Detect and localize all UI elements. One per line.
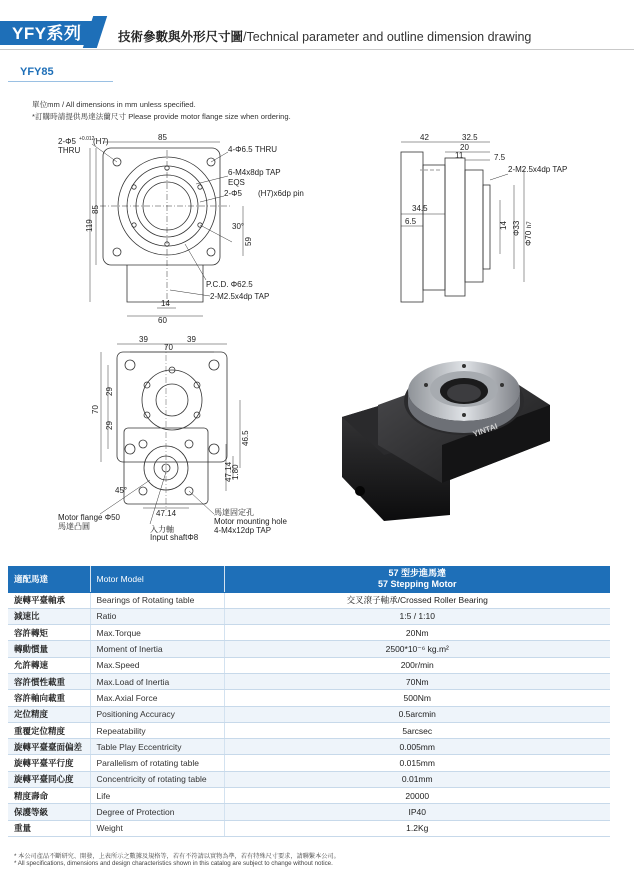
row-label-en: Moment of Inertia: [90, 641, 224, 657]
label: +0.012: [79, 136, 95, 142]
header-motor-en: 57 Stepping Motor: [378, 578, 457, 589]
label: 6-M4x8dp TAP: [228, 168, 281, 177]
leader-line: [189, 491, 214, 514]
row-label-en: Repeatability: [90, 722, 224, 738]
row-value: 0.5arcmin: [224, 706, 610, 722]
side-table-body: [445, 158, 465, 296]
label: 20: [460, 143, 469, 152]
table-row: [8, 788, 610, 804]
row-label-cn: 允許轉速: [8, 657, 90, 673]
label: 119: [85, 219, 94, 232]
header-cell: 適配馬達: [8, 566, 90, 592]
label: Φ70: [524, 230, 533, 246]
leader-line: [196, 176, 228, 184]
leader-line: [490, 174, 508, 180]
bottom-body-inner: [156, 384, 188, 416]
label: 39: [187, 335, 196, 344]
table-row: [8, 673, 610, 689]
model-underline: [8, 81, 113, 82]
bottom-motor-hole: [139, 487, 147, 495]
row-label-cn: 精度壽命: [8, 788, 90, 804]
row-label-en: Concentricity of rotating table: [90, 771, 224, 787]
label: 47.14: [224, 461, 233, 482]
front-hole-br: [207, 248, 215, 256]
row-label-en: Max.Speed: [90, 657, 224, 673]
label: EQS: [228, 178, 245, 187]
row-label-cn: 旋轉平臺同心度: [8, 771, 90, 787]
side-shaft: [483, 185, 490, 269]
label: 2-Φ5: [58, 137, 76, 146]
side-motor-body: [401, 152, 423, 302]
page-header: [0, 0, 634, 50]
table-row: [8, 722, 610, 738]
row-label-en: Life: [90, 788, 224, 804]
front-motor-outline: [127, 265, 203, 302]
row-label-cn: 容許轉矩: [8, 625, 90, 641]
label: 6.5: [405, 217, 417, 226]
label: (H7): [93, 137, 109, 146]
label: 2-M2.5x4dp TAP: [210, 292, 270, 301]
table-row: [8, 625, 610, 641]
label: 42: [420, 133, 429, 142]
product-screw: [462, 364, 466, 368]
series-tag: YFY系列: [12, 24, 82, 43]
label: Motor mounting hole: [214, 517, 287, 526]
bottom-body-circle: [142, 370, 202, 430]
row-label-cn: 容許慣性載重: [8, 673, 90, 689]
label: 馬達凸圓: [58, 522, 90, 531]
product-screw: [424, 383, 428, 387]
label: 1.80: [231, 464, 240, 480]
row-label-en: Degree of Protection: [90, 804, 224, 820]
row-value: 1:5 / 1:10: [224, 608, 610, 624]
bottom-hole: [209, 444, 219, 454]
leader-line: [185, 244, 206, 280]
row-label-cn: 保護等級: [8, 804, 90, 820]
label: 60: [158, 316, 167, 325]
table-row: [8, 755, 610, 771]
note-flange: *訂購時請提供馬達法蘭尺寸 Please provide motor flange size when ordering.: [32, 112, 291, 121]
table-row: [8, 608, 610, 624]
label: 4-Φ6.5 THRU: [228, 145, 278, 154]
footnote-cn: * 本公司產品不斷研究、開發，上表所示之數據及規格等，若有不符請以實物為準，若有特殊尺寸要求，請聯繫本公司。: [14, 853, 340, 860]
bottom-hole: [125, 360, 135, 370]
label: Φ33: [512, 220, 521, 236]
page-title-en: /Technical parameter and outline dimension drawing: [243, 30, 532, 44]
row-value: IP40: [224, 804, 610, 820]
bottom-motor-hole: [139, 440, 147, 448]
product-bore-inner: [447, 384, 481, 402]
side-gear-body: [423, 165, 445, 290]
row-label-en: Positioning Accuracy: [90, 706, 224, 722]
product-screw: [500, 383, 504, 387]
row-label-en: Max.Load of Inertia: [90, 673, 224, 689]
label: Input shaftΦ8: [150, 533, 199, 542]
row-label-cn: 重量: [8, 820, 90, 836]
row-label-en: Bearings of Rotating table: [90, 592, 224, 608]
label: P.C.D. Φ62.5: [206, 280, 253, 289]
label: 29: [105, 387, 114, 396]
page-title-cn: 技術參數與外形尺寸圖: [118, 30, 244, 44]
front-tap-hole: [132, 223, 136, 227]
label: 85: [158, 133, 167, 142]
row-value: 交叉滾子軸承/Crossed Roller Bearing: [224, 592, 610, 608]
row-label-cn: 定位精度: [8, 706, 90, 722]
row-label-cn: 旋轉平臺平行度: [8, 755, 90, 771]
row-label-cn: 轉動慣量: [8, 641, 90, 657]
label: 2-M2.5x4dp TAP: [508, 165, 568, 174]
label: 30°: [232, 222, 245, 231]
label: 14: [499, 221, 508, 230]
row-value: 0.01mm: [224, 771, 610, 787]
label: 入力軸: [150, 525, 174, 534]
label: 46.5: [241, 430, 250, 446]
label: 7.5: [494, 153, 506, 162]
table-row: [8, 804, 610, 820]
table-row: [8, 771, 610, 787]
row-label-en: Max.Axial Force: [90, 690, 224, 706]
row-label-cn: 減速比: [8, 608, 90, 624]
model-name: YFY85: [20, 66, 54, 78]
label: 47.14: [156, 509, 177, 518]
table-row: [8, 690, 610, 706]
leader-line: [170, 290, 210, 296]
row-label-en: Ratio: [90, 608, 224, 624]
header-cell: [224, 566, 610, 592]
bottom-motor-hole: [185, 440, 193, 448]
label: 39: [139, 335, 148, 344]
row-label-cn: 旋轉平臺軸承: [8, 592, 90, 608]
table-row: [8, 820, 610, 836]
note-units: 單位mm / All dimensions in mm unless specified.: [32, 100, 196, 109]
product-brand-label: YINTAI: [471, 421, 499, 439]
header-motor-cn: 57 型步進馬達: [388, 567, 446, 578]
label: 29: [105, 421, 114, 430]
label: 70: [164, 343, 173, 352]
front-tap-hole: [198, 185, 202, 189]
side-flange: [465, 170, 483, 282]
label: 70: [91, 405, 100, 414]
row-label-cn: 重覆定位精度: [8, 722, 90, 738]
front-flange-outline: [103, 148, 220, 265]
header-divider: [0, 49, 634, 50]
label: (H7)x6dp pin: [258, 189, 304, 198]
product-input-hole: [355, 486, 365, 496]
row-label-en: Table Play Eccentricity: [90, 739, 224, 755]
row-label-en: Parallelism of rotating table: [90, 755, 224, 771]
front-hole-bl: [113, 248, 121, 256]
front-tap-hole: [132, 185, 136, 189]
table-row: [8, 592, 610, 608]
row-value: 5arcsec: [224, 722, 610, 738]
row-label-en: Weight: [90, 820, 224, 836]
spec-table-header: [8, 566, 610, 592]
label: 45°: [115, 486, 128, 495]
table-row: [8, 739, 610, 755]
bottom-hole: [209, 360, 219, 370]
label: THRU: [58, 146, 81, 155]
row-value: 0.005mm: [224, 739, 610, 755]
table-row: [8, 657, 610, 673]
bottom-hole: [125, 444, 135, 454]
label: 14: [161, 299, 170, 308]
label: 11: [455, 151, 464, 160]
label: 34.5: [412, 204, 428, 213]
table-row: [8, 641, 610, 657]
label: 32.5: [462, 133, 478, 142]
row-value: 20Nm: [224, 625, 610, 641]
label: 59: [244, 237, 253, 246]
footnote-en: * All specifications, dimensions and design characteristics shown in this catalog are subject to change without notice.: [14, 860, 333, 867]
row-value: 1.2Kg: [224, 820, 610, 836]
label: Motor flange Φ50: [58, 513, 120, 522]
label: h7: [527, 221, 533, 228]
row-value: 2500*10⁻⁶ kg.m²: [224, 641, 610, 657]
row-value: 20000: [224, 788, 610, 804]
row-value: 70Nm: [224, 673, 610, 689]
row-label-cn: 容許軸向載重: [8, 690, 90, 706]
product-screw: [462, 413, 466, 417]
spec-table: [8, 566, 610, 837]
header-cell: Motor Model: [90, 566, 224, 592]
row-label-en: Max.Torque: [90, 625, 224, 641]
page-title: [118, 27, 531, 45]
row-value: 500Nm: [224, 690, 610, 706]
label: 4-M4x12dp TAP: [214, 526, 272, 535]
product-photo: [338, 345, 558, 525]
table-row: [8, 706, 610, 722]
label: 馬達固定孔: [214, 508, 254, 517]
label: 85: [91, 205, 100, 214]
leader-line: [200, 225, 232, 242]
row-value: 200r/min: [224, 657, 610, 673]
row-value: 0.015mm: [224, 755, 610, 771]
row-label-cn: 旋轉平臺臺面偏差: [8, 739, 90, 755]
label: 2-Φ5: [224, 189, 242, 198]
